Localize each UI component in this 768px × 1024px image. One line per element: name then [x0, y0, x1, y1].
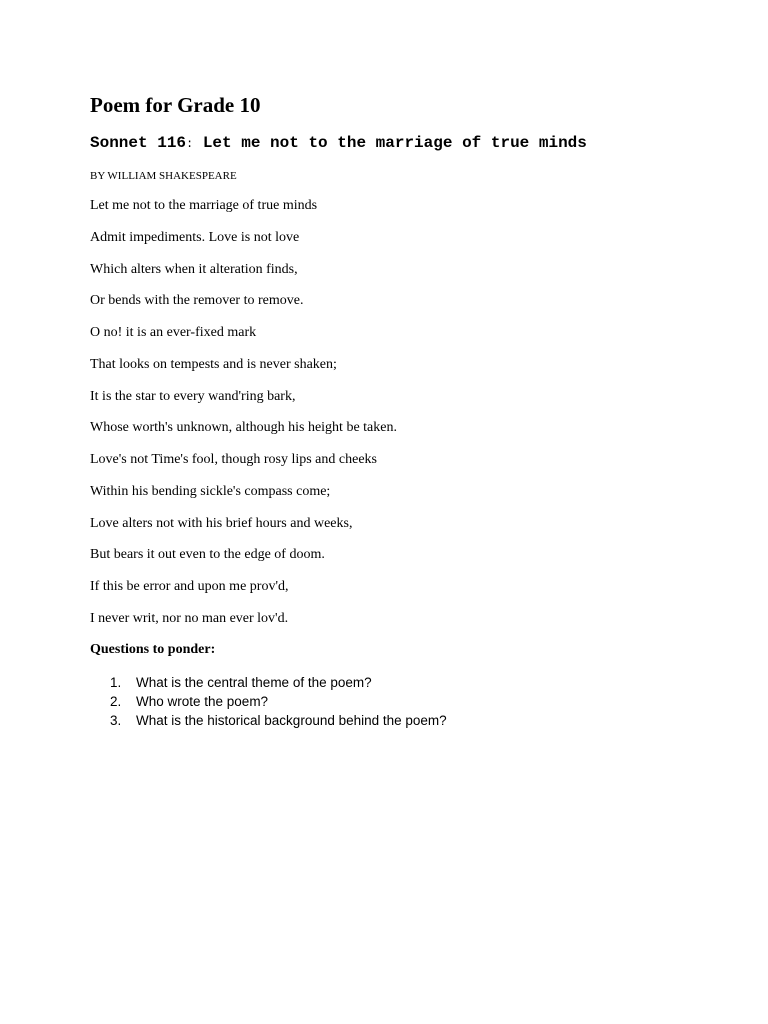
sonnet-number: Sonnet 116	[90, 134, 187, 152]
poem-line: O no! it is an ever-fixed mark	[90, 325, 257, 340]
author-byline: BY WILLIAM SHAKESPEARE	[90, 170, 237, 182]
poem-body	[90, 197, 397, 642]
page-title: Poem for Grade 10	[90, 93, 261, 117]
question-text: What is the historical background behind the poem?	[136, 713, 447, 728]
question-text: What is the central theme of the poem?	[136, 675, 372, 690]
poem-line: Within his bending sickle's compass come;	[90, 483, 331, 499]
poem-line: Whose worth's unknown, although his height be taken.	[90, 420, 397, 436]
poem-line: That looks on tempests and is never shaken;	[90, 356, 337, 372]
question-item	[110, 673, 447, 692]
sonnet-subtitle: Let me not to the marriage of true minds	[193, 134, 587, 152]
poem-line: Let me not to the marriage of true minds	[90, 198, 318, 213]
question-item	[110, 711, 447, 730]
poem-line: But bears it out even to the edge of doom.	[90, 547, 325, 563]
question-number: 3.	[110, 713, 122, 728]
question-number: 2.	[110, 694, 122, 709]
poem-line: It is the star to every wand'ring bark,	[90, 388, 296, 404]
poem-line: Love's not Time's fool, though rosy lips and cheeks	[90, 452, 377, 467]
questions-heading: Questions to ponder:	[90, 642, 216, 657]
poem-line: If this be error and upon me prov'd,	[90, 579, 289, 594]
sonnet-title-separator: :	[186, 137, 194, 151]
question-text: Who wrote the poem?	[136, 694, 269, 709]
poem-line: Admit impediments. Love is not love	[90, 229, 300, 245]
questions-list	[110, 673, 447, 730]
question-item	[110, 692, 447, 711]
question-number: 1.	[110, 675, 122, 690]
sonnet-title	[90, 133, 587, 154]
poem-line: Love alters not with his brief hours and weeks,	[90, 515, 353, 531]
poem-line: Which alters when it alteration finds,	[90, 261, 298, 277]
poem-line: I never writ, nor no man ever lov'd.	[90, 610, 289, 626]
poem-line: Or bends with the remover to remove.	[90, 293, 304, 309]
